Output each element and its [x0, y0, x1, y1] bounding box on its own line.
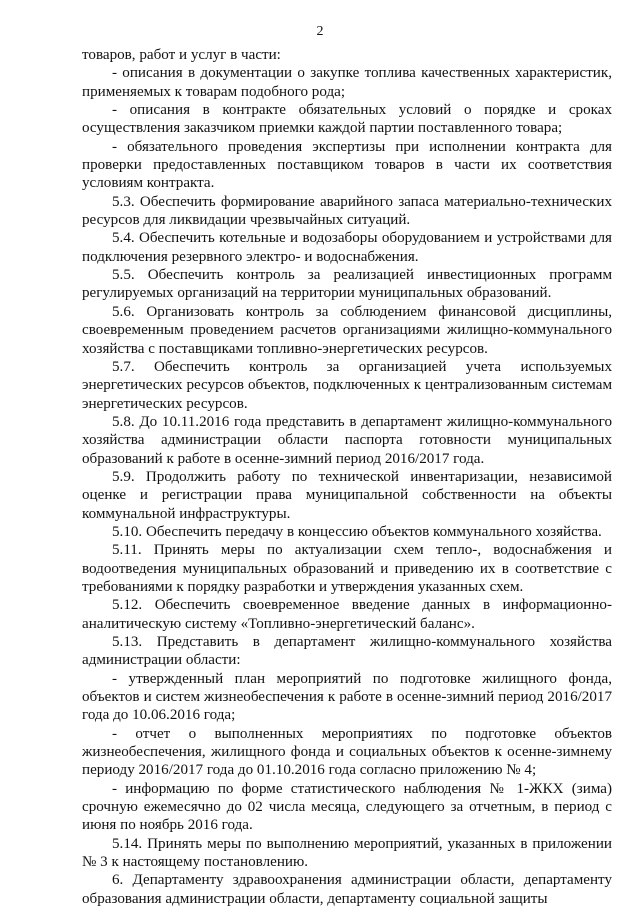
paragraph: товаров, работ и услуг в части:: [82, 47, 281, 63]
paragraph: 5.5. Обеспечить контроль за реализацией инвестиционных программ регулируемых организаций на территории муниципальных образований.: [82, 267, 612, 302]
paragraph: 5.11. Принять меры по актуализации схем тепло-, водоснабжения и водоотведения муниципальных образований и приведению их в соответствие с требованиями к порядку разработки и утверждения указанных схем.: [82, 542, 612, 595]
paragraph: 5.12. Обеспечить своевременное введение данных в информационно-аналитическую систему «Топливно-энергетический баланс».: [82, 597, 612, 632]
paragraph: - обязательного проведения экспертизы при исполнении контракта для проверки предоставленных поставщиком товаров в части их соответствия условиям контракта.: [82, 138, 612, 192]
paragraph: - описания в контракте обязательных условий о порядке и сроках осуществления заказчиком приемки каждой партии поставленного товара;: [82, 102, 612, 137]
paragraph: 5.10. Обеспечить передачу в концессию объектов коммунального хозяйства.: [112, 523, 602, 540]
paragraph: 5.4. Обеспечить котельные и водозаборы оборудованием и устройствами для подключения резервного электро- и водоснабжения.: [82, 230, 612, 265]
paragraph: - отчет о выполненных мероприятиях по подготовке объектов жизнеобеспечения, жилищного фонда и социальных объектов к осенне-зимнему периоду 2016/2017 года до 01.10.2016 года согласно приложению № 4;: [82, 725, 612, 779]
paragraph: 5.7. Обеспечить контроль за организацией учета используемых энергетических ресурсов объектов, подключенных к централизованным системам энергетических ресурсов.: [82, 358, 612, 412]
paragraph: 5.8. До 10.11.2016 года представить в департамент жилищно-коммунального хозяйства администрации области паспорта готовности муниципальных образований к работе в осенне-зимний период 2016/2017 года.: [82, 413, 612, 467]
paragraph: 5.9. Продолжить работу по технической инвентаризации, независимой оценке и регистрации права муниципальной собственности на объекты коммунальной инфраструктуры.: [82, 468, 612, 522]
paragraph: 5.3. Обеспечить формирование аварийного запаса материально-технических ресурсов для ликвидации чрезвычайных ситуаций.: [82, 193, 612, 229]
paragraph: - описания в документации о закупке топлива качественных характеристик, применяемых к товарам подобного рода;: [82, 65, 612, 100]
paragraph: 6. Департаменту здравоохранения администрации области, департаменту образования администрации области, департаменту социальной защиты: [82, 872, 612, 907]
paragraph: 5.13. Представить в департамент жилищно-коммунального хозяйства администрации области:: [82, 634, 612, 669]
paragraph: - утвержденный план мероприятий по подготовке жилищного фонда, объектов и систем жизнеобеспечения к работе в осенне-зимний период 2016/2017 года до 10.06.2016 года;: [82, 670, 612, 724]
document-body: [82, 46, 612, 908]
paragraph: - информацию по форме статистического наблюдения № 1-ЖКХ (зима) срочную ежемесячно до 02 числа месяца, следующего за отчетным, в период с июня по ноябрь 2016 года.: [82, 780, 612, 834]
page-number: 2: [316, 24, 324, 39]
paragraph: 5.14. Принять меры по выполнению мероприятий, указанных в приложении № 3 к настоящему постановлению.: [82, 835, 612, 871]
paragraph: 5.6. Организовать контроль за соблюдением финансовой дисциплины, своевременным проведением расчетов организациями жилищно-коммунального хозяйства с поставщиками топливно-энергетических ресурсов.: [82, 303, 612, 357]
